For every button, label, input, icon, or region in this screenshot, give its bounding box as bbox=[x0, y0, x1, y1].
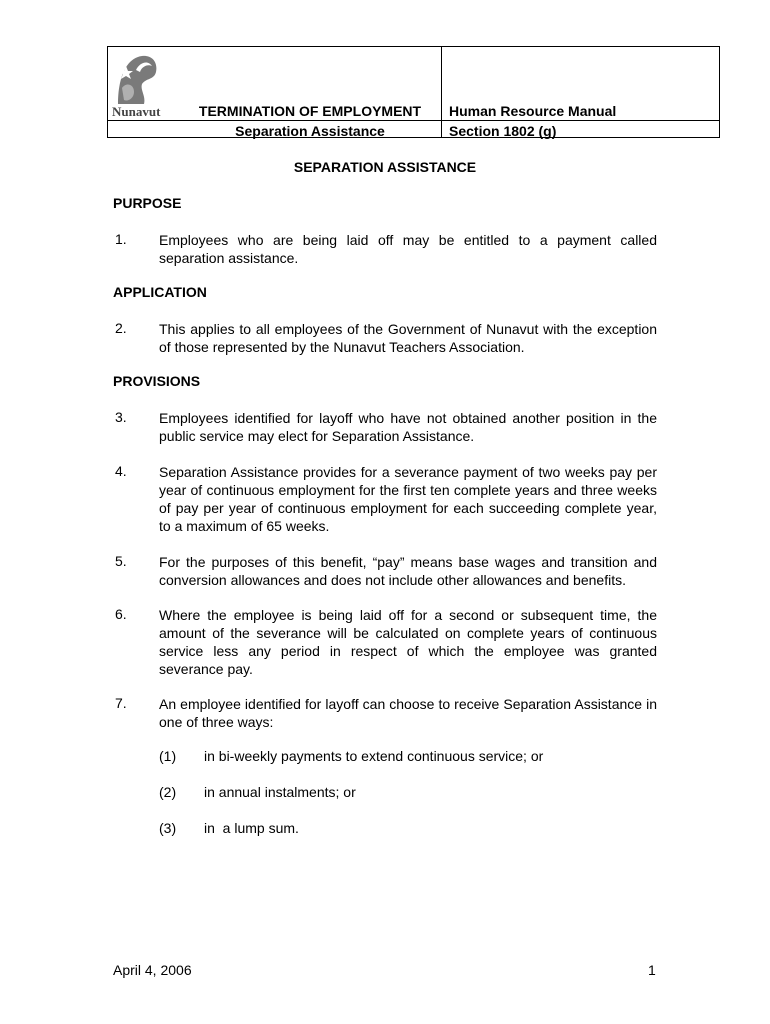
header-divider-horizontal bbox=[107, 120, 720, 121]
page-title: SEPARATION ASSISTANCE bbox=[293, 159, 477, 175]
option-number: (3) bbox=[159, 820, 177, 836]
heading-application: APPLICATION bbox=[113, 284, 207, 300]
paragraph-text: Separation Assistance provides for a severance payment of two weeks pay per year of continuous employment for the first ten complete years and three weeks of pay per year of continuous employment for each succeeding complete year, to a maximum of 65 weeks. bbox=[159, 464, 657, 534]
paragraph-text: For the purposes of this benefit, “pay” means base wages and transition and conversion allowances and does not include other allowances and benefits. bbox=[159, 554, 657, 588]
header-manual: Human Resource Manual bbox=[449, 103, 617, 119]
nunavut-logo bbox=[112, 48, 162, 120]
option-number: (1) bbox=[159, 748, 177, 764]
paragraph-number: 2. bbox=[115, 320, 127, 336]
paragraph-text: Where the employee is being laid off for a second or subsequent time, the amount of the severance will be calculated on complete years of continuous service less any period in respect of which the employee was granted severance pay. bbox=[159, 607, 657, 677]
page-number: 1 bbox=[648, 962, 656, 978]
option-text: in annual instalments; or bbox=[204, 784, 356, 800]
option-text: in bi-weekly payments to extend continuous service; or bbox=[204, 748, 544, 764]
header-title: TERMINATION OF EMPLOYMENT bbox=[198, 103, 422, 119]
footer-date: April 4, 2006 bbox=[113, 962, 192, 978]
heading-purpose: PURPOSE bbox=[113, 195, 182, 211]
option-text: in a lump sum. bbox=[204, 820, 299, 836]
paragraph-text: This applies to all employees of the Government of Nunavut with the exception of those represented by the Nunavut Teachers Association. bbox=[159, 321, 657, 355]
paragraph-number: 5. bbox=[115, 553, 127, 569]
option-number: (2) bbox=[159, 784, 177, 800]
paragraph-text: Employees identified for layoff who have not obtained another position in the public service may elect for Separation Assistance. bbox=[159, 410, 657, 444]
paragraph-number: 1. bbox=[115, 231, 127, 247]
header-subtitle: Separation Assistance bbox=[235, 123, 385, 139]
header-section: Section 1802 (g) bbox=[449, 123, 557, 139]
paragraph-text: Employees who are being laid off may be entitled to a payment called separation assistance. bbox=[159, 232, 657, 266]
paragraph-number: 6. bbox=[115, 606, 127, 622]
paragraph-number: 3. bbox=[115, 409, 127, 425]
logo-wordmark: Nunavut bbox=[112, 104, 161, 119]
paragraph-text: An employee identified for layoff can choose to receive Separation Assistance in one of three ways: bbox=[159, 696, 657, 730]
paragraph-number: 4. bbox=[115, 463, 127, 479]
paragraph-number: 7. bbox=[115, 695, 127, 711]
header-divider-vertical bbox=[441, 46, 442, 138]
heading-provisions: PROVISIONS bbox=[113, 373, 201, 389]
